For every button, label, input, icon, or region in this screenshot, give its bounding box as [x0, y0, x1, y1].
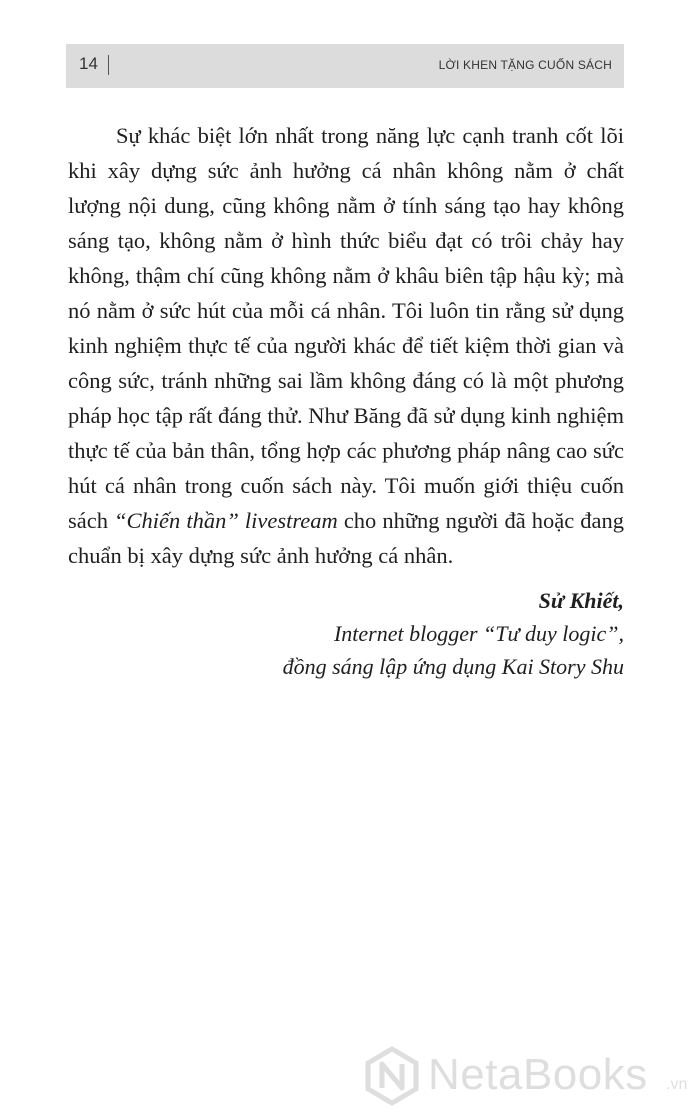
praise-paragraph — [68, 118, 624, 573]
attribution-role-line-2: đồng sáng lập ứng dụng Kai Story Shu — [282, 654, 624, 679]
paragraph-text-after-title: cho những người đã hoặc đang chuẩn bị xây dựng sức ảnh hưởng cá nhân. — [68, 508, 624, 568]
book-title: “Chiến thần” livestream — [114, 508, 338, 533]
page-number: 14 — [79, 54, 98, 73]
attribution — [104, 584, 624, 683]
paragraph-text-before-title: Sự khác biệt lớn nhất trong năng lực cạnh tranh cốt lõi khi xây dựng sức ảnh hưởng cá nhân không nằm ở chất lượng nội dung, cũng không nằm ở tính sáng tạo hay không sáng tạo, không nằm ở hình thức biểu đạt có trôi chảy hay không, thậm chí cũng không nằm ở khâu biên tập hậu kỳ; mà nó nằm ở sức hút của mỗi cá nhân. Tôi luôn tin rằng sử dụng kinh nghiệm thực tế của người khác để tiết kiệm thời gian và công sức, tránh những sai lầm không đáng có là một phương pháp học tập rất đáng thử. Như Băng đã sử dụng kinh nghiệm thực tế của bản thân, tổng hợp các phương pháp nâng cao sức hút cá nhân trong cuốn sách này. Tôi muốn giới thiệu cuốn sách — [68, 123, 624, 533]
attribution-role-line-1: Internet blogger “Tư duy logic”, — [333, 621, 624, 646]
watermark-suffix: .vn — [666, 1076, 688, 1093]
attribution-author: Sử Khiết, — [538, 588, 624, 613]
running-header — [66, 44, 624, 88]
netabooks-logo-icon — [362, 1046, 422, 1106]
watermark-brand: NetaBooks — [428, 1050, 648, 1099]
header-divider — [108, 55, 109, 75]
watermark — [362, 1042, 692, 1112]
running-head-title: LỜI KHEN TẶNG CUỐN SÁCH — [438, 58, 612, 72]
